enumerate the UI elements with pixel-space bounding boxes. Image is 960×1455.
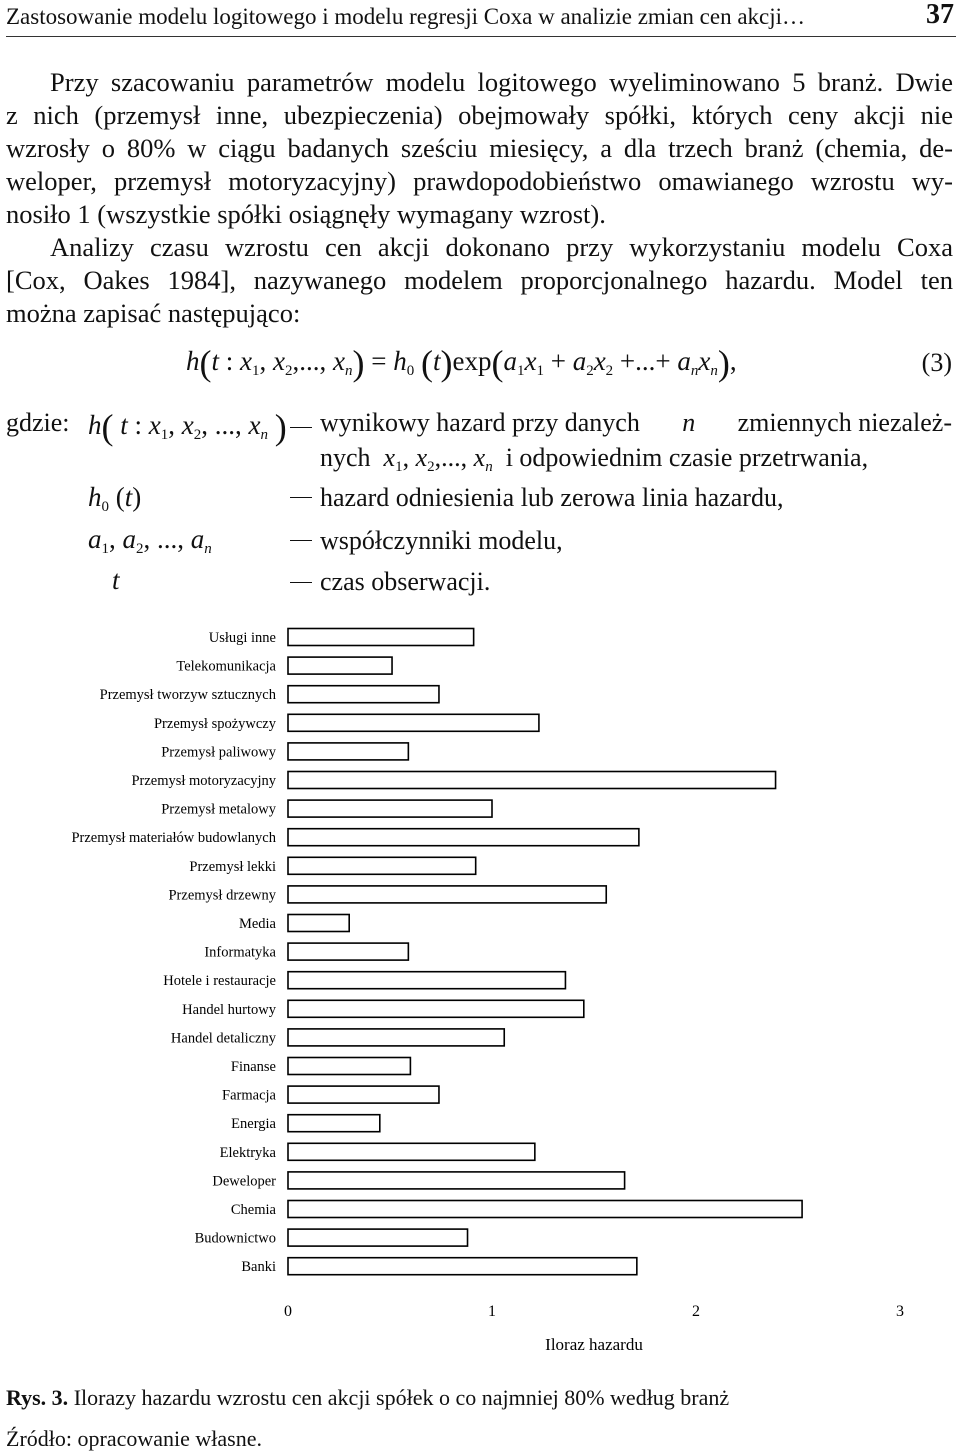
- chart-category-label: Przemysł motoryzacyjny: [131, 773, 276, 789]
- chart-x-tick-label: 3: [896, 1303, 904, 1320]
- page-number: 37: [926, 0, 954, 30]
- chart-bar: [288, 800, 492, 817]
- chart-category-label: Farmacja: [222, 1087, 276, 1104]
- chart-bars: [288, 629, 802, 1275]
- figure-caption-label: Rys. 3.: [6, 1385, 69, 1410]
- chart-bar: [288, 743, 408, 760]
- chart-bar: [288, 943, 408, 960]
- chart-bar: [288, 1172, 625, 1189]
- where-label: gdzie:: [6, 408, 70, 437]
- def-text-hazard-line1: wynikowy hazard przy danych n zmiennych niezależ-: [320, 408, 952, 437]
- chart-bar: [288, 686, 439, 703]
- chart-category-label: Budownictwo: [194, 1230, 276, 1247]
- chart-category-label: Elektryka: [219, 1144, 276, 1161]
- def-dash: [290, 540, 312, 541]
- paragraph-1-line: z nich (przemysł inne, ubezpieczenia) obejmowały spółki, których ceny akcji nie: [6, 100, 953, 130]
- cox-model-equation: h(t : $x_1$, $x_2$,..., $x_n) = h_0$ $(t)\exp(a_1x_1 + a_2x_2$ +...+ $a_nx_n$),: [186, 343, 737, 383]
- chart-category-label: Hotele i restauracje: [163, 973, 276, 990]
- chart-bar: [288, 1000, 584, 1017]
- chart-category-label: Przemysł materiałów budowlanych: [71, 830, 276, 847]
- figure-source: Źródło: opracowanie własne.: [6, 1426, 262, 1451]
- chart-bar: [288, 1115, 380, 1132]
- chart-bar: [288, 1029, 504, 1046]
- chart-category-label: Przemysł lekki: [189, 858, 276, 875]
- def-text-coefficients: współczynniki modelu,: [320, 526, 563, 555]
- chart-bar: [288, 1058, 410, 1075]
- paragraph-2-line: [Cox, Oakes 1984], nazywanego modelem proporcjonalnego hazardu. Model ten: [6, 265, 953, 295]
- chart-category-label: Finanse: [230, 1059, 276, 1075]
- paragraph-2-line: Analizy czasu wzrostu cen akcji dokonano przy wykorzystaniu modelu Coxa: [50, 232, 953, 262]
- chart-category-label: Energia: [231, 1116, 276, 1133]
- paragraph-1-line: weloper, przemysł motoryzacyjny) prawdopodobieństwo omawianego wzrostu wy-: [6, 166, 953, 196]
- chart-category-label: Chemia: [230, 1202, 276, 1218]
- paragraph-1-line: wzrosły o 80% w ciągu badanych sześciu miesięcy, a dla trzech branż (chemia, de-: [6, 133, 953, 163]
- chart-category-label: Usługi inne: [208, 630, 276, 646]
- def-text-time: czas obserwacji.: [320, 567, 491, 596]
- chart-bar: [288, 1258, 637, 1275]
- chart-category-label: Przemysł metalowy: [161, 801, 276, 818]
- chart-category-label: Przemysł tworzyw sztucznych: [99, 687, 276, 704]
- chart-category-label: Deweloper: [212, 1173, 276, 1190]
- chart-bar: [288, 915, 349, 932]
- paragraph-2: [6, 231, 953, 330]
- chart-bar: [288, 657, 392, 674]
- figure-caption-text: Ilorazy hazardu wzrostu cen akcji spółek o co najmniej 80% według branż: [73, 1385, 730, 1410]
- chart-category-label: Handel hurtowy: [182, 1001, 276, 1018]
- def-symbol-coefficients: $a_1$, $a_2$, ..., $a_n$: [88, 524, 212, 557]
- chart-x-ticks: [284, 1303, 904, 1320]
- chart-bar: [288, 886, 606, 903]
- chart-x-tick-label: 2: [692, 1303, 700, 1320]
- chart-category-label: Przemysł drzewny: [168, 887, 276, 904]
- chart-category-label: Przemysł spożywczy: [153, 715, 276, 732]
- paragraph-2-line: można zapisać następująco:: [6, 298, 301, 328]
- chart-bar: [288, 1229, 468, 1246]
- chart-bar: [288, 829, 639, 846]
- paragraph-1-line: nosiło 1 (wszystkie spółki osiągnęły wymagany wzrost).: [6, 199, 606, 229]
- chart-x-tick-label: 0: [284, 1303, 292, 1320]
- chart-bar: [288, 714, 539, 731]
- def-dash: [290, 497, 312, 498]
- chart-bar: [288, 772, 776, 789]
- chart-category-label: Przemysł paliwowy: [161, 744, 276, 761]
- chart-bar: [288, 1086, 439, 1103]
- chart-category-label: Informatyka: [204, 944, 276, 961]
- chart-category-label: Handel detaliczny: [170, 1030, 276, 1047]
- chart-category-label: Media: [238, 916, 276, 932]
- def-text-baseline-hazard: hazard odniesienia lub zerowa linia hazardu,: [320, 483, 784, 512]
- def-dash: [290, 427, 312, 428]
- chart-category-labels: [71, 630, 276, 1275]
- running-header-title: Zastosowanie modelu logitowego i modelu regresji Coxa w analizie zmian cen akcji…: [6, 4, 806, 29]
- hazard-ratio-bar-chart: [0, 615, 960, 1365]
- chart-bar: [288, 629, 474, 646]
- chart-bar: [288, 857, 476, 874]
- def-text-hazard-line2: nych $x_1$, $x_2$,..., $x_n$ i odpowiednim czasie przetrwania,: [320, 443, 869, 475]
- chart-bar: [288, 972, 565, 989]
- equation-number: (3): [921, 348, 952, 377]
- paragraph-1-line: Przy szacowaniu parametrów modelu logitowego wyeliminowano 5 branż. Dwie: [50, 67, 953, 97]
- figure-caption: [6, 1385, 729, 1411]
- def-symbol-hazard: h( t : $x_1$, $x_2$, ..., $x_n$ ): [88, 407, 287, 447]
- chart-bar: [288, 1143, 535, 1160]
- chart-category-label: Telekomunikacja: [176, 658, 276, 675]
- def-dash: [290, 582, 312, 583]
- paragraph-1: [6, 66, 953, 231]
- def-symbol-baseline-hazard: $h_0$ (t): [88, 482, 142, 515]
- chart-category-label: Banki: [241, 1259, 276, 1276]
- def-symbol-time: t: [112, 565, 120, 595]
- chart-x-tick-label: 1: [488, 1303, 496, 1320]
- chart-x-axis-label: Iloraz hazardu: [545, 1335, 643, 1354]
- chart-bar: [288, 1201, 802, 1218]
- running-header: [6, 0, 956, 37]
